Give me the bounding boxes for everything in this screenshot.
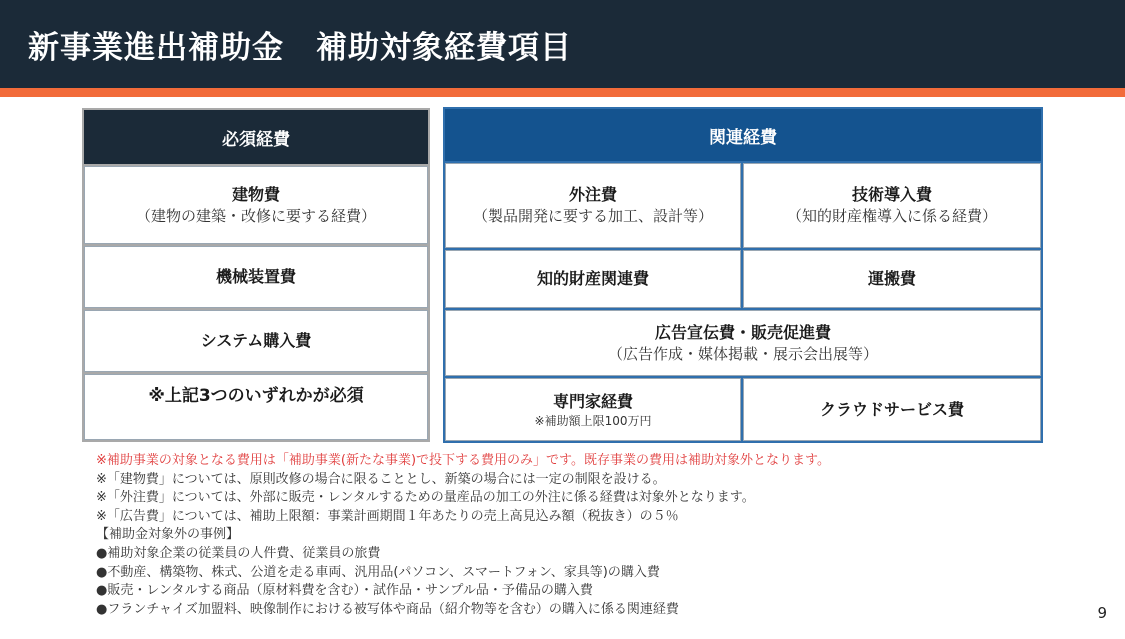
note-line: ※「広告費」については、補助上限額：事業計画期間１年あたりの売上高見込み額（税抜き）の５％ [96,508,679,524]
expense-name: 知的財産関連費 [536,269,649,288]
non-eligible-item: ●補助対象企業の従業員の人件費、従業員の旅費 [96,545,381,561]
expense-name: クラウドサービス費 [819,399,964,419]
expense-cell-advertising [445,310,1041,376]
expense-description: （広告作成・媒体掲載・展示会出展等） [607,344,878,363]
expense-description: （建物の建築・改修に要する経費） [135,206,376,225]
expense-name: 広告宣伝費・販売促進費 [654,322,831,342]
expense-cell-technology [743,163,1041,248]
expense-name: 建物費 [231,184,280,204]
expense-cell-expert [445,378,741,441]
required-expenses-header-label: 必須経費 [222,129,290,150]
required-note-cell [84,374,428,440]
expense-name: 外注費 [568,185,617,204]
expense-cell-cloud [743,378,1041,441]
non-eligible-item: ●販売・レンタルする商品（原材料費を含む）・試作品・サンプル品・予備品の購入費 [96,583,593,599]
expense-name: 運搬費 [867,269,916,288]
related-expenses-header-label: 関連経費 [709,127,777,148]
expense-note: ※補助額上限100万円 [534,413,652,428]
page-number: 9 [1097,604,1107,622]
note-line: ※補助事業の対象となる費用は「補助事業(新たな事業)で投下する費用のみ」です。既存事業の費用は補助対象外となります。 [96,453,830,468]
non-eligible-heading: 【補助金対象外の事例】 [96,527,240,543]
expense-cell-machinery [84,246,428,308]
required-note: ※上記3つのいずれかが必須 [148,386,364,406]
non-eligible-item: ●フランチャイズ加盟料、映像制作における被写体や商品（紹介物等を含む）の購入に係る関連経費 [96,601,679,617]
note-line: ※「外注費」については、外部に販売・レンタルするための量産品の加工の外注に係る経費は対象外となります。 [96,490,755,506]
expense-description: （知的財産権導入に係る経費） [786,207,997,225]
required-expenses-header [84,110,428,164]
expense-name: システム購入費 [200,331,312,350]
expense-description: （製品開発に要する加工、設計等） [472,207,713,225]
expense-cell-system [84,310,428,372]
expense-cell-building [84,166,428,244]
expense-cell-ip [445,250,741,308]
expense-cell-transport [743,250,1041,308]
expense-name: 技術導入費 [851,185,932,204]
expense-cell-outsourcing [445,163,741,248]
non-eligible-item: ●不動産、構築物、株式、公道を走る車両、汎用品(パソコン、スマートフォン、家具等)の購入費 [96,564,660,580]
notes-section [96,452,1096,619]
slide-title: 新事業進出補助金 補助対象経費項目 [28,30,572,66]
note-line: ※「建物費」については、原則改修の場合に限ることとし、新築の場合には一定の制限を設ける。 [96,471,666,487]
slide-header [0,0,1125,88]
accent-bar [0,88,1125,97]
expense-name: 専門家経費 [552,391,633,411]
expense-name: 機械装置費 [215,267,296,286]
related-expenses-header [445,109,1041,161]
